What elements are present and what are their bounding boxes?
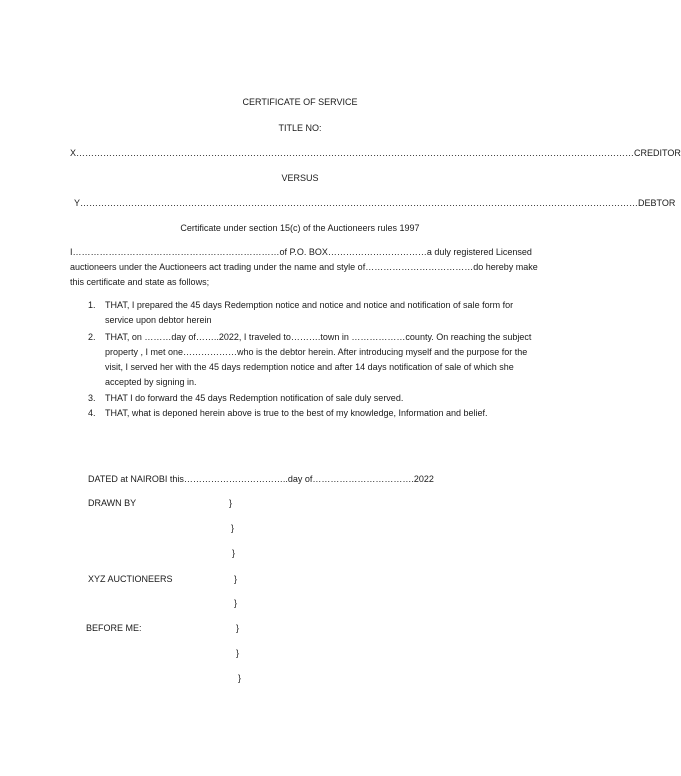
brace: } xyxy=(231,523,235,533)
document-title: CERTIFICATE OF SERVICE xyxy=(242,97,358,107)
brace: } xyxy=(234,598,238,608)
list-item-text: THAT, on ………day of……..2022, I traveled to……….town in ………………county. On reaching the subject property , I met one………………who is the debtor herein. After introducing myself and the purpose for the visit, I served her with the 45 days redemption notice and after 14 days notification of sale of which she accepted by signing in. xyxy=(105,332,532,387)
certificate-subtitle: Certificate under section 15(c) of the Auctioneers rules 1997 xyxy=(180,223,420,233)
before-me-label: BEFORE ME: xyxy=(86,623,142,633)
brace: } xyxy=(234,574,238,584)
brace: } xyxy=(238,673,242,683)
intro-paragraph: I……………………………………………………………of P.O. BOX……………………………a duly registered Licensed auctioneers under the Auctioneers act trading under the name and style of………………………………do hereby make this certificate and state as follows; xyxy=(70,247,538,287)
list-item-text: THAT, what is deponed herein above is true to the best of my knowledge, Information and belief. xyxy=(105,408,488,418)
debtor-line: Y……………………………………………………………………………………………………………………………………………………………………DEBTOR xyxy=(74,198,676,208)
creditor-line: X……………………………………………………………………………………………………………………………………………………………………CREDITOR xyxy=(70,148,681,158)
list-item-number: 2. xyxy=(88,332,96,342)
brace: } xyxy=(229,498,233,508)
list-item-number: 3. xyxy=(88,393,96,403)
brace: } xyxy=(232,548,236,558)
versus-label: VERSUS xyxy=(281,173,319,183)
list-item-text: THAT, I prepared the 45 days Redemption notice and notice and notice and notification of sale form for service upon debtor herein xyxy=(105,300,514,325)
drawn-by-label: DRAWN BY xyxy=(88,498,137,508)
list-item-number: 4. xyxy=(88,408,96,418)
auctioneers-label: XYZ AUCTIONEERS xyxy=(88,574,173,584)
title-number-label: TITLE NO: xyxy=(278,123,322,133)
list-item-number: 1. xyxy=(88,300,96,310)
brace: } xyxy=(236,648,240,658)
dated-line: DATED at NAIROBI this……………………………..day of…………………………….2022 xyxy=(88,474,434,484)
brace: } xyxy=(236,623,240,633)
list-item-text: THAT I do forward the 45 days Redemption notification of sale duly served. xyxy=(105,393,404,403)
